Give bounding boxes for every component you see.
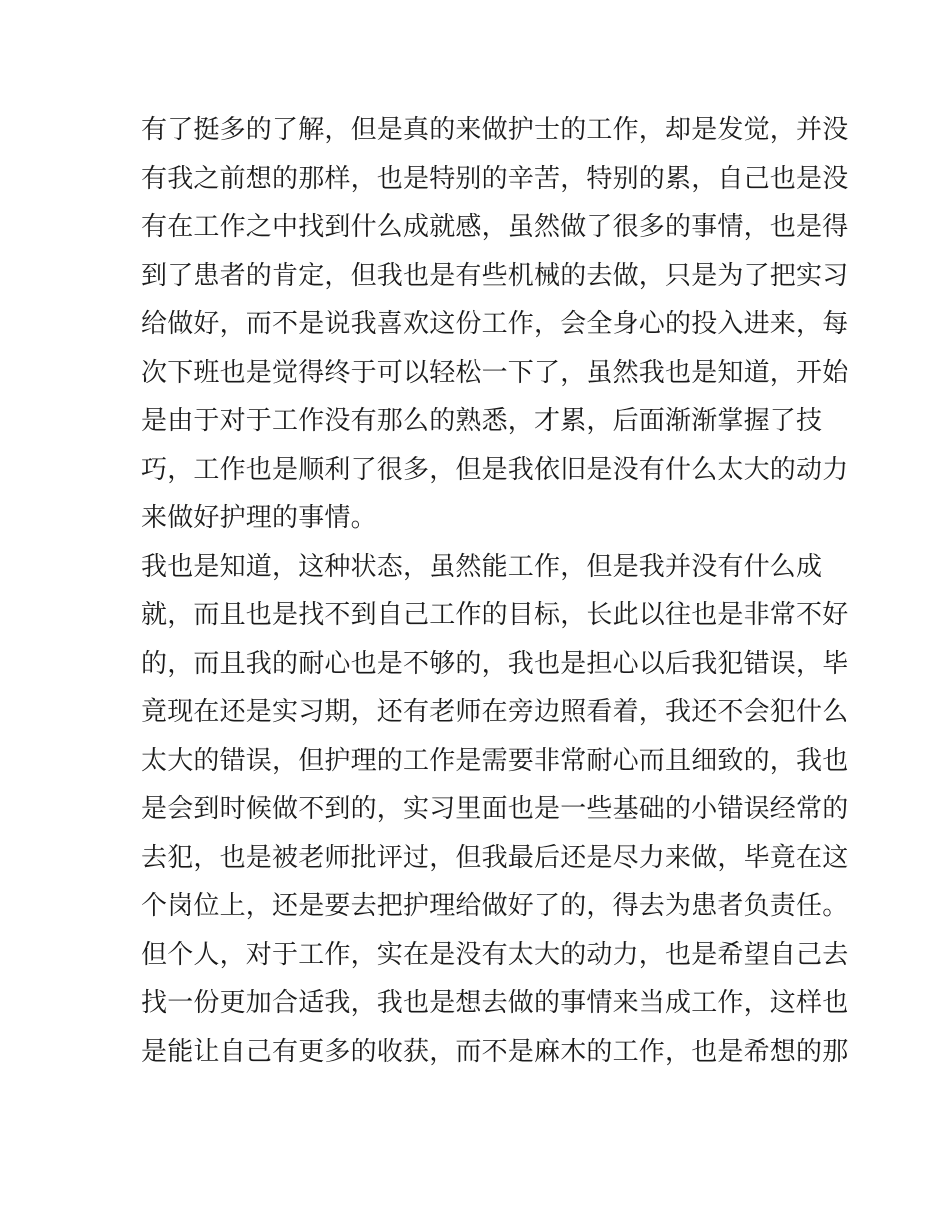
body-text	[141, 106, 849, 1076]
text-line-19: 找一份更加合适我，我也是想去做的事情来当成工作，这样也	[141, 988, 849, 1018]
text-line-9: 来做好护理的事情。	[141, 503, 377, 533]
text-line-2: 有我之前想的那样，也是特别的辛苦，特别的累，自己也是没	[141, 163, 849, 194]
text-line-17: 个岗位上，还是要去把护理给做好了的，得去为患者负责任。	[141, 891, 849, 921]
text-line-8: 巧，工作也是顺利了很多，但是我依旧是没有什么太大的动力	[141, 454, 849, 485]
text-line-13: 竟现在还是实习期，还有老师在旁边照看着，我还不会犯什么	[141, 697, 849, 727]
text-line-4: 到了患者的肯定，但我也是有些机械的去做，只是为了把实习	[141, 260, 849, 291]
text-line-1: 有了挺多的了解，但是真的来做护士的工作，却是发觉，并没	[141, 115, 849, 145]
text-line-11: 就，而且也是找不到自己工作的目标，长此以往也是非常不好	[141, 600, 849, 630]
text-line-20: 是能让自己有更多的收获，而不是麻木的工作，也是希想的那	[141, 1036, 849, 1067]
text-line-5: 给做好，而不是说我喜欢这份工作，会全身心的投入进来，每	[141, 309, 849, 339]
text-line-10: 我也是知道，这种状态，虽然能工作，但是我并没有什么成	[141, 551, 823, 582]
text-line-3: 有在工作之中找到什么成就感，虽然做了很多的事情，也是得	[141, 212, 849, 242]
text-line-14: 太大的错误，但护理的工作是需要非常耐心而且细致的，我也	[141, 745, 849, 776]
text-line-16: 去犯，也是被老师批评过，但我最后还是尽力来做，毕竟在这	[141, 842, 849, 873]
text-line-18: 但个人，对于工作，实在是没有太大的动力，也是希望自己去	[141, 939, 849, 970]
text-line-6: 次下班也是觉得终于可以轻松一下了，虽然我也是知道，开始	[141, 357, 849, 388]
text-line-7: 是由于对于工作没有那么的熟悉，才累，后面渐渐掌握了技	[141, 406, 823, 436]
text-line-15: 是会到时候做不到的，实习里面也是一些基础的小错误经常的	[141, 794, 849, 824]
text-line-12: 的，而且我的耐心也是不够的，我也是担心以后我犯错误，毕	[141, 648, 849, 679]
